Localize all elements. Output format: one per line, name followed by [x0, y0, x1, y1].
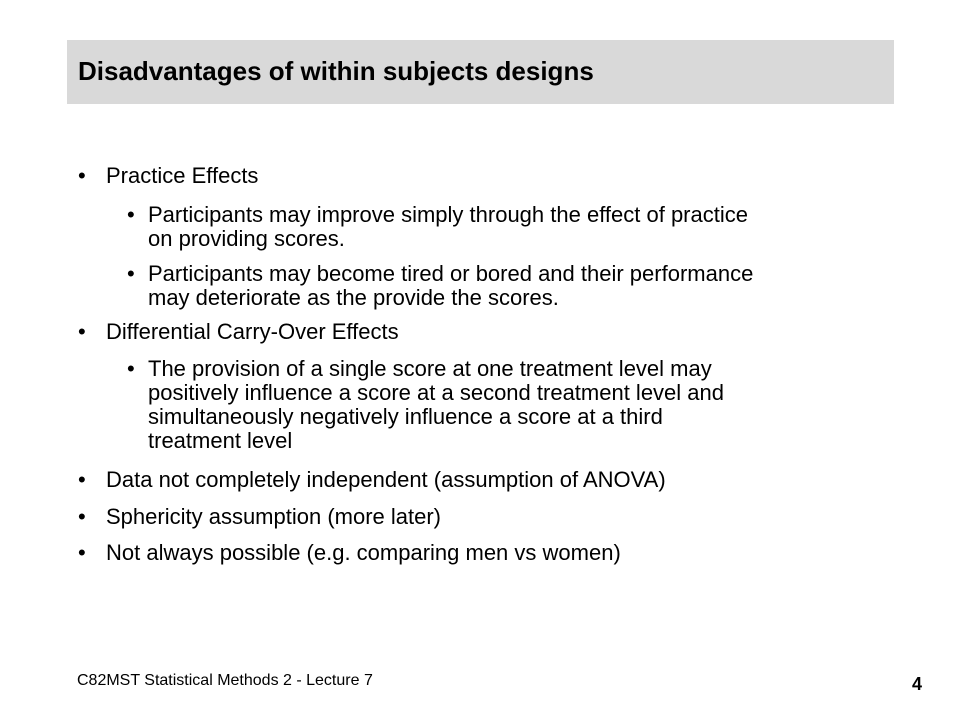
bullet-text-line: Participants may become tired or bored and their performance — [148, 261, 754, 286]
bullet-text-line: simultaneously negatively influence a score at a third — [148, 404, 663, 429]
bullet-marker: • — [78, 319, 86, 344]
bullet-marker: • — [127, 202, 135, 227]
sub-bullet-item-tired — [127, 262, 753, 310]
bullet-item-independence — [78, 468, 666, 492]
bullet-item-sphericity — [78, 505, 441, 529]
bullet-marker: • — [78, 467, 86, 492]
page-number: 4 — [911, 674, 922, 694]
bullet-text-line: treatment level — [148, 428, 293, 453]
bullet-text-line: Participants may improve simply through the effect of practice — [148, 202, 748, 227]
footer-course-label: C82MST Statistical Methods 2 - Lecture 7 — [77, 672, 373, 689]
bullet-marker: • — [78, 163, 86, 188]
bullet-item-carry-over — [78, 320, 399, 344]
bullet-text-line: The provision of a single score at one treatment level may — [148, 356, 712, 381]
bullet-item-not-possible — [78, 541, 621, 565]
sub-bullet-item-improve — [127, 203, 748, 251]
slide-title: Disadvantages of within subjects designs — [78, 56, 594, 86]
bullet-text-line: may deteriorate as the provide the scores. — [148, 285, 559, 310]
bullet-marker: • — [78, 540, 86, 565]
sub-bullet-item-provision — [127, 357, 724, 453]
bullet-marker: • — [127, 261, 135, 286]
bullet-text: Differential Carry-Over Effects — [106, 319, 399, 344]
bullet-text: Sphericity assumption (more later) — [106, 504, 442, 529]
bullet-marker: • — [78, 504, 86, 529]
bullet-text-line: positively influence a score at a second treatment level and — [148, 380, 724, 405]
bullet-text: Not always possible (e.g. comparing men vs women) — [106, 540, 621, 565]
bullet-text-line: on providing scores. — [148, 226, 345, 251]
bullet-text: Data not completely independent (assumption of ANOVA) — [106, 467, 666, 492]
bullet-marker: • — [127, 356, 135, 381]
bullet-text: Practice Effects — [106, 163, 259, 188]
bullet-item-practice-effects — [78, 164, 258, 188]
